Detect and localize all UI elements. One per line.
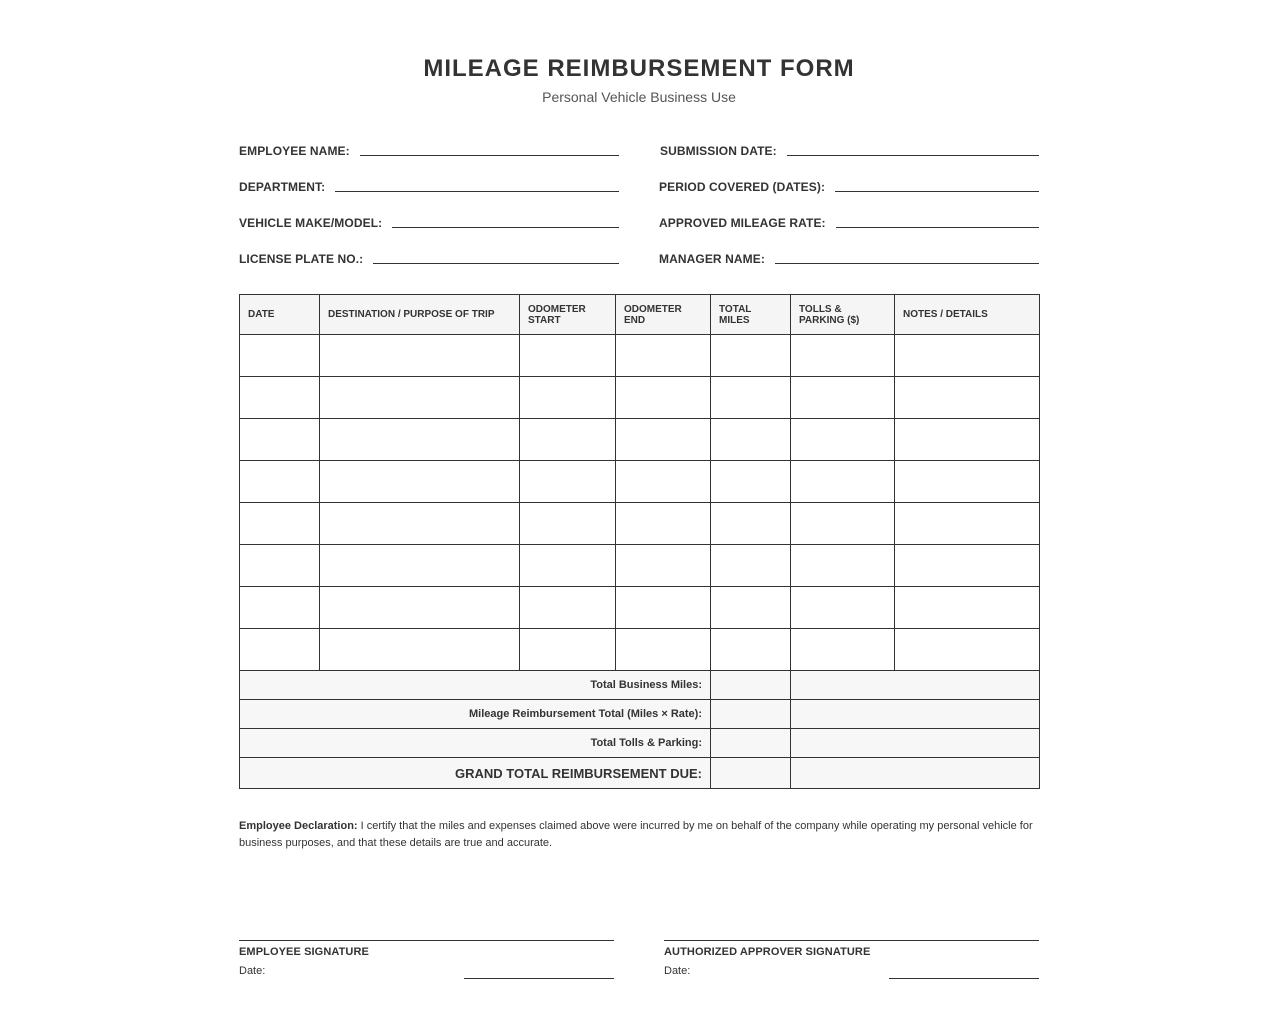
odometer-end-cell[interactable] — [616, 587, 711, 629]
col-total-miles: TOTAL MILES — [711, 295, 791, 335]
period-covered-field[interactable] — [659, 174, 1039, 194]
approver-date-line[interactable] — [889, 978, 1039, 979]
odometer-start-cell[interactable] — [520, 377, 616, 419]
tolls-cell[interactable] — [791, 545, 895, 587]
declaration-text: I certify that the miles and expenses claimed above were incurred by me on behalf of the company while operating my personal vehicle for business purposes, and that these details are true and accurate. — [239, 820, 1033, 849]
notes-cell[interactable] — [895, 629, 1040, 671]
department-label: DEPARTMENT: — [239, 180, 326, 194]
submission-date-field[interactable] — [660, 138, 1039, 158]
form-title: MILEAGE REIMBURSEMENT FORM — [423, 55, 855, 82]
reimbursement-total-blank — [791, 700, 1040, 729]
odometer-start-cell[interactable] — [520, 461, 616, 503]
total-miles-cell[interactable] — [711, 335, 791, 377]
date-cell[interactable] — [240, 461, 320, 503]
col-tolls-parking: TOLLS & PARKING ($) — [791, 295, 895, 335]
total-miles-cell[interactable] — [711, 503, 791, 545]
employee-date-line[interactable] — [464, 978, 614, 979]
employee-signature-block — [239, 940, 614, 979]
mileage-rate-field[interactable] — [659, 210, 1039, 230]
odometer-start-cell[interactable] — [520, 629, 616, 671]
odometer-end-cell[interactable] — [616, 461, 711, 503]
employee-declaration — [239, 818, 1039, 852]
tolls-cell[interactable] — [791, 377, 895, 419]
col-date: DATE — [240, 295, 320, 335]
department-field[interactable] — [239, 174, 619, 194]
summary-row-grand-total — [240, 758, 1040, 789]
odometer-end-cell[interactable] — [616, 377, 711, 419]
notes-cell[interactable] — [895, 335, 1040, 377]
tolls-cell[interactable] — [791, 335, 895, 377]
notes-cell[interactable] — [895, 419, 1040, 461]
employee-signature-line[interactable] — [239, 940, 614, 941]
license-plate-label: LICENSE PLATE NO.: — [239, 252, 364, 266]
notes-cell[interactable] — [895, 545, 1040, 587]
destination-cell[interactable] — [320, 419, 520, 461]
col-odometer-end: ODOMETER END — [616, 295, 711, 335]
employee-date-label: Date: — [239, 965, 266, 977]
table-row — [240, 377, 1040, 419]
odometer-start-cell[interactable] — [520, 419, 616, 461]
date-cell[interactable] — [240, 503, 320, 545]
summary-row-tolls — [240, 729, 1040, 758]
date-cell[interactable] — [240, 587, 320, 629]
reimbursement-total-label: Mileage Reimbursement Total (Miles × Rate): — [240, 700, 711, 729]
table-row — [240, 545, 1040, 587]
table-row — [240, 335, 1040, 377]
summary-row-reimbursement — [240, 700, 1040, 729]
total-tolls-label: Total Tolls & Parking: — [240, 729, 711, 758]
date-cell[interactable] — [240, 377, 320, 419]
approver-date-label: Date: — [664, 965, 691, 977]
notes-cell[interactable] — [895, 587, 1040, 629]
approver-signature-line[interactable] — [664, 940, 1039, 941]
date-cell[interactable] — [240, 629, 320, 671]
submission-date-line[interactable] — [787, 142, 1039, 156]
license-plate-line[interactable] — [373, 250, 619, 264]
employee-signature-label: EMPLOYEE SIGNATURE — [239, 946, 369, 958]
odometer-end-cell[interactable] — [616, 419, 711, 461]
trip-log-table — [239, 294, 1040, 789]
notes-cell[interactable] — [895, 503, 1040, 545]
destination-cell[interactable] — [320, 377, 520, 419]
table-row — [240, 419, 1040, 461]
table-row — [240, 461, 1040, 503]
total-miles-cell[interactable] — [711, 419, 791, 461]
vehicle-field[interactable] — [239, 210, 619, 230]
table-row — [240, 503, 1040, 545]
declaration-lead: Employee Declaration: — [239, 820, 358, 832]
submission-date-label: SUBMISSION DATE: — [660, 144, 777, 158]
destination-cell[interactable] — [320, 587, 520, 629]
reimbursement-total-value[interactable] — [711, 700, 791, 729]
employee-date-row — [239, 965, 614, 979]
grand-total-blank — [791, 758, 1040, 789]
tolls-cell[interactable] — [791, 503, 895, 545]
form-subtitle: Personal Vehicle Business Use — [542, 89, 736, 105]
col-destination: DESTINATION / PURPOSE OF TRIP — [320, 295, 520, 335]
department-line[interactable] — [335, 178, 619, 192]
notes-cell[interactable] — [895, 377, 1040, 419]
odometer-end-cell[interactable] — [616, 545, 711, 587]
odometer-start-cell[interactable] — [520, 335, 616, 377]
manager-name-line[interactable] — [775, 250, 1039, 264]
employee-name-label: EMPLOYEE NAME: — [239, 144, 350, 158]
period-covered-line[interactable] — [835, 178, 1039, 192]
mileage-rate-label: APPROVED MILEAGE RATE: — [659, 216, 826, 230]
total-miles-cell[interactable] — [711, 545, 791, 587]
col-odometer-start: ODOMETER START — [520, 295, 616, 335]
date-cell[interactable] — [240, 545, 320, 587]
approver-signature-label: AUTHORIZED APPROVER SIGNATURE — [664, 946, 871, 958]
total-tolls-value[interactable] — [711, 729, 791, 758]
total-miles-value[interactable] — [711, 671, 791, 700]
manager-name-field[interactable] — [659, 246, 1039, 266]
destination-cell[interactable] — [320, 461, 520, 503]
manager-name-label: MANAGER NAME: — [659, 252, 765, 266]
license-plate-field[interactable] — [239, 246, 619, 266]
total-miles-cell[interactable] — [711, 629, 791, 671]
grand-total-label: GRAND TOTAL REIMBURSEMENT DUE: — [240, 758, 711, 789]
tolls-cell[interactable] — [791, 461, 895, 503]
odometer-start-cell[interactable] — [520, 587, 616, 629]
total-tolls-blank — [791, 729, 1040, 758]
destination-cell[interactable] — [320, 335, 520, 377]
date-cell[interactable] — [240, 419, 320, 461]
odometer-start-cell[interactable] — [520, 503, 616, 545]
odometer-end-cell[interactable] — [616, 629, 711, 671]
mileage-rate-line[interactable] — [836, 214, 1039, 228]
table-row — [240, 587, 1040, 629]
tolls-cell[interactable] — [791, 587, 895, 629]
vehicle-line[interactable] — [392, 214, 619, 228]
approver-signature-block — [664, 940, 1039, 979]
odometer-start-cell[interactable] — [520, 545, 616, 587]
grand-total-value[interactable] — [711, 758, 791, 789]
period-covered-label: PERIOD COVERED (DATES): — [659, 180, 826, 194]
total-miles-blank — [791, 671, 1040, 700]
destination-cell[interactable] — [320, 503, 520, 545]
table-row — [240, 629, 1040, 671]
date-cell[interactable] — [240, 335, 320, 377]
odometer-end-cell[interactable] — [616, 335, 711, 377]
employee-name-line[interactable] — [360, 142, 619, 156]
summary-row-total-miles — [240, 671, 1040, 700]
col-notes: NOTES / DETAILS — [895, 295, 1040, 335]
total-miles-label: Total Business Miles: — [240, 671, 711, 700]
employee-name-field[interactable] — [239, 138, 619, 158]
tolls-cell[interactable] — [791, 419, 895, 461]
destination-cell[interactable] — [320, 545, 520, 587]
odometer-end-cell[interactable] — [616, 503, 711, 545]
vehicle-label: VEHICLE MAKE/MODEL: — [239, 216, 383, 230]
approver-date-row — [664, 965, 1039, 979]
destination-cell[interactable] — [320, 629, 520, 671]
total-miles-cell[interactable] — [711, 377, 791, 419]
table-header-row — [240, 295, 1040, 335]
total-miles-cell[interactable] — [711, 587, 791, 629]
total-miles-cell[interactable] — [711, 461, 791, 503]
tolls-cell[interactable] — [791, 629, 895, 671]
notes-cell[interactable] — [895, 461, 1040, 503]
